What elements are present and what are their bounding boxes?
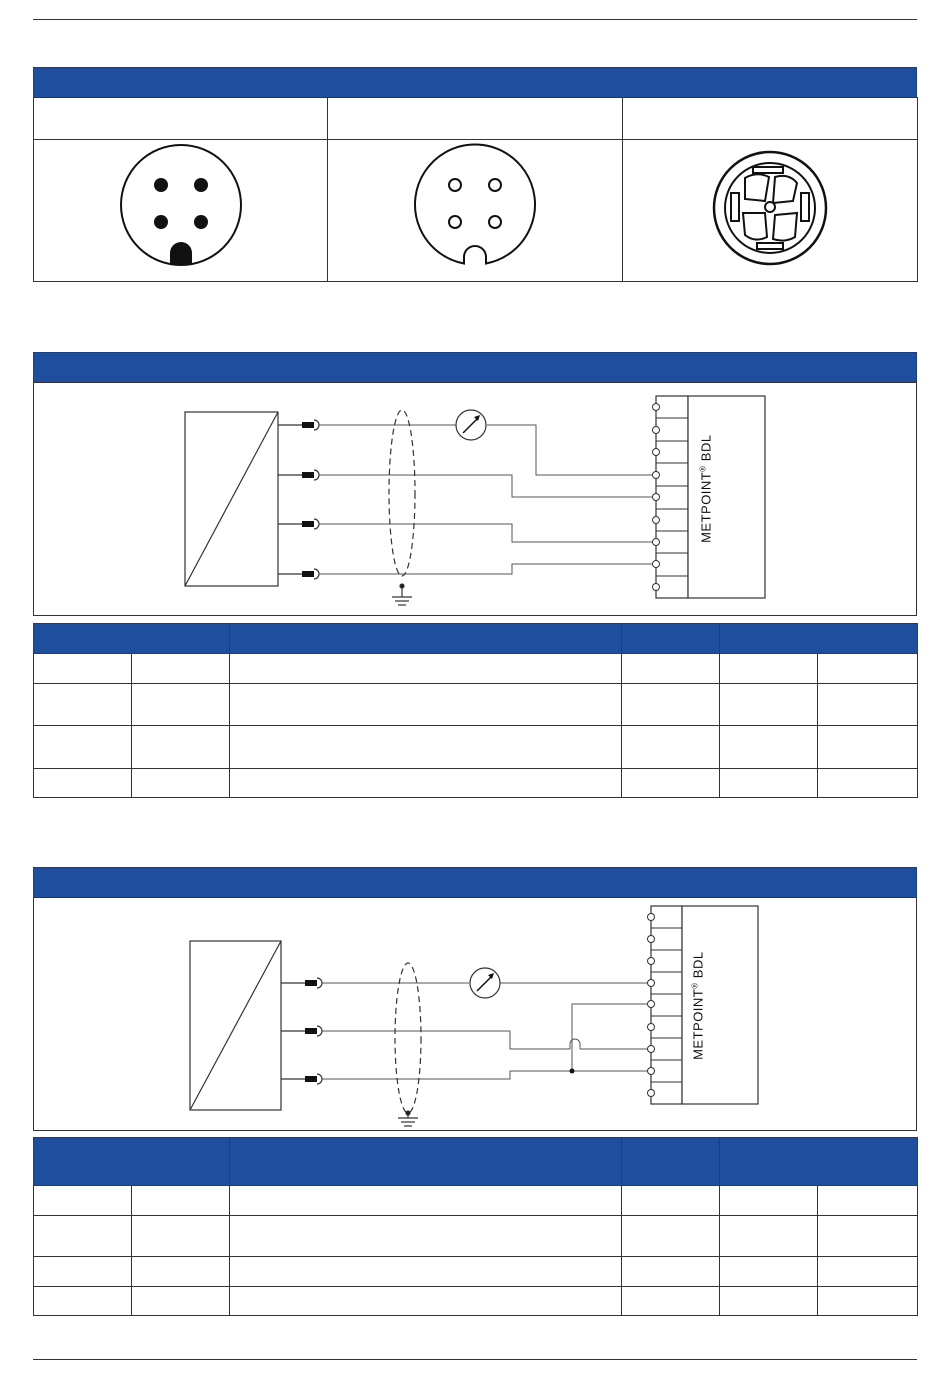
table-row	[34, 1257, 918, 1287]
table2-header-a	[34, 1138, 230, 1186]
top-rule	[33, 19, 917, 20]
table-row	[34, 726, 918, 769]
metpoint-bdl-label-2: METPOINT® BDL	[690, 951, 706, 1060]
connector-caption-2	[328, 98, 623, 140]
ground-icon	[398, 1111, 418, 1126]
table1-header-a	[34, 624, 230, 654]
connector-male-icon	[116, 143, 246, 273]
bottom-rule	[33, 1359, 917, 1360]
table-row	[34, 769, 918, 798]
connector-cell-terminal	[623, 140, 918, 282]
wiring-diagram-2-svg	[34, 898, 916, 1130]
connector-table	[33, 97, 918, 282]
table-row	[34, 684, 918, 726]
connector-female-icon	[410, 143, 540, 273]
connector-section-header	[33, 67, 917, 98]
table-row	[34, 1287, 918, 1316]
wiring-diagram-1-svg	[34, 383, 916, 615]
wiring-section-1-header	[33, 352, 917, 383]
table-row	[34, 1216, 918, 1257]
connector-terminal-icon	[705, 143, 835, 273]
connector-caption-1	[34, 98, 328, 140]
table1-header-d	[720, 624, 918, 654]
table-row	[34, 1186, 918, 1216]
ground-icon	[392, 584, 412, 605]
wiring-table-1	[33, 623, 918, 798]
wiring-table-2	[33, 1137, 918, 1316]
wiring-diagram-1	[33, 382, 917, 616]
ammeter-icon	[470, 968, 500, 998]
wiring-section-2-header	[33, 867, 917, 898]
wiring-diagram-2	[33, 897, 917, 1131]
connector-cell-female	[328, 140, 623, 282]
table2-header-b	[230, 1138, 622, 1186]
ammeter-icon	[456, 410, 486, 440]
table2-header-c	[622, 1138, 720, 1186]
table-row	[34, 654, 918, 684]
connector-cell-male	[34, 140, 328, 282]
metpoint-bdl-label-1: METPOINT® BDL	[698, 434, 714, 543]
connector-caption-3	[623, 98, 918, 140]
table2-header-d	[720, 1138, 918, 1186]
table1-header-c	[622, 624, 720, 654]
table1-header-b	[230, 624, 622, 654]
